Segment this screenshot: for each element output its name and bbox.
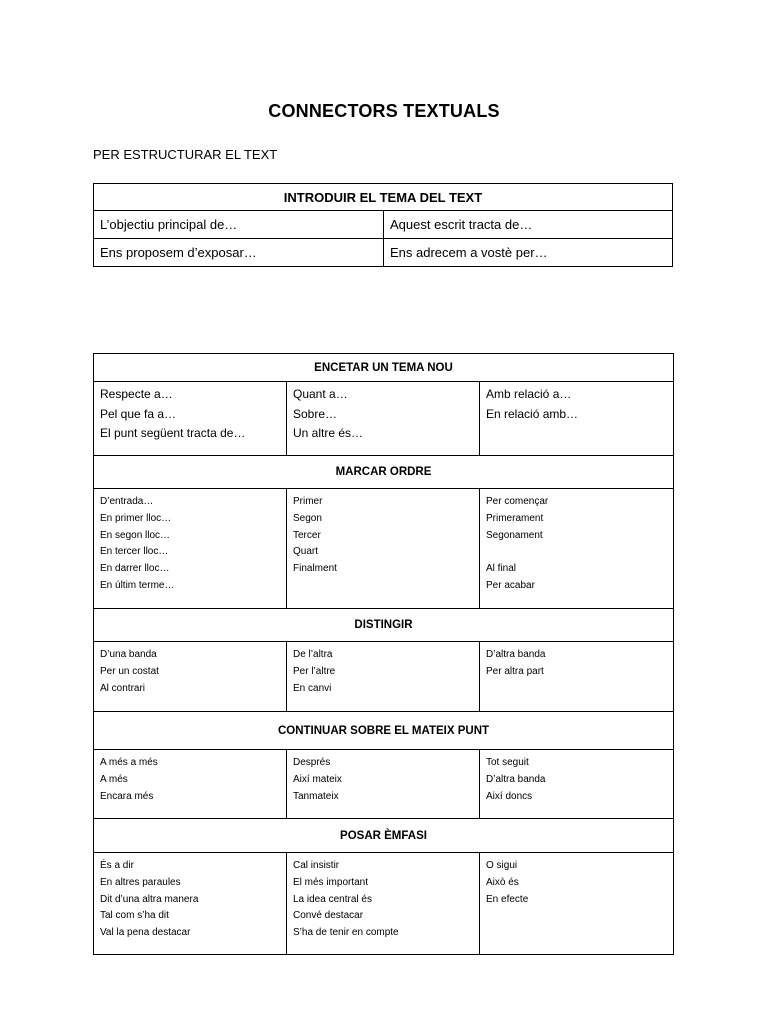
connector-item: D’altra banda xyxy=(486,649,546,660)
intro-header: INTRODUIR EL TEMA DEL TEXT xyxy=(94,184,673,211)
connector-item: Sobre… xyxy=(293,406,338,421)
connector-item: Així mateix xyxy=(293,773,342,785)
connector-item: Tanmateix xyxy=(293,790,339,802)
connector-item: D’entrada… xyxy=(100,496,154,507)
connector-item: Segon xyxy=(293,512,322,524)
connector-item: Val la pena destacar xyxy=(100,927,191,939)
connector-item: Convé destacar xyxy=(293,910,364,922)
connector-item: D’altra banda xyxy=(486,773,546,785)
connector-item: S’ha de tenir en compte xyxy=(293,927,399,939)
connector-item: Després xyxy=(293,757,331,768)
connector-item: Dit d’una altra manera xyxy=(100,893,199,905)
connector-item: Per l’altre xyxy=(293,665,336,677)
connector-column xyxy=(94,382,287,456)
connector-item: Tot seguit xyxy=(486,757,529,768)
intro-cell: L’objectiu principal de… xyxy=(94,211,384,239)
connector-item: Per altra part xyxy=(486,665,544,677)
connector-item: Primer xyxy=(293,496,323,507)
connector-item: En primer lloc… xyxy=(100,512,172,524)
connector-item: Quant a… xyxy=(293,387,348,401)
connector-item: La idea central és xyxy=(293,893,372,905)
connector-item: El més important xyxy=(293,876,369,888)
connector-item: Un altre és… xyxy=(293,426,364,440)
connector-item: Finalment xyxy=(293,563,337,575)
section-header: POSAR ÈMFASI xyxy=(94,819,674,853)
connector-item: En últim terme… xyxy=(100,579,175,591)
connector-item: En efecte xyxy=(486,893,529,905)
connector-item xyxy=(486,544,667,561)
connector-item: Tercer xyxy=(293,529,321,541)
connector-item: En segon lloc… xyxy=(100,529,171,541)
connector-column xyxy=(480,489,674,609)
connector-item: En canvi xyxy=(293,682,332,694)
connector-item: O sigui xyxy=(486,860,518,871)
connector-item: A més xyxy=(100,773,128,785)
intro-cell: Ens adrecem a vostè per… xyxy=(384,239,673,267)
connector-item: D’una banda xyxy=(100,649,157,660)
connector-item: És a dir xyxy=(100,860,134,871)
connector-item: Per començar xyxy=(486,496,549,507)
section-header: ENCETAR UN TEMA NOU xyxy=(94,354,674,382)
connector-column xyxy=(94,853,287,955)
connector-item: El punt següent tracta de… xyxy=(100,426,246,440)
connector-column xyxy=(287,750,480,819)
section-subtitle: PER ESTRUCTURAR EL TEXT xyxy=(93,147,278,162)
connector-item: De l’altra xyxy=(293,649,333,660)
connector-item: Al contrari xyxy=(100,682,146,694)
connector-item: En darrer lloc… xyxy=(100,563,170,575)
connector-item: Per acabar xyxy=(486,579,535,591)
connector-column xyxy=(94,489,287,609)
connector-column xyxy=(287,853,480,955)
connector-item: En altres paraules xyxy=(100,876,181,888)
connector-column xyxy=(287,642,480,712)
connectors-table xyxy=(93,353,674,955)
connector-item: Tal com s’ha dit xyxy=(100,910,169,922)
connector-column xyxy=(94,642,287,712)
connector-item: Al final xyxy=(486,563,517,575)
connector-item: Encara més xyxy=(100,790,154,802)
page-title: CONNECTORS TEXTUALS xyxy=(268,101,500,121)
connector-item: Això és xyxy=(486,876,519,888)
connector-item: Quart xyxy=(293,546,319,558)
connector-item: Així doncs xyxy=(486,790,533,802)
section-header: DISTINGIR xyxy=(94,609,674,642)
connector-item: Per un costat xyxy=(100,665,159,677)
connector-item: Primerament xyxy=(486,512,544,524)
connector-item: Pel que fa a… xyxy=(100,406,177,421)
section-header: CONTINUAR SOBRE EL MATEIX PUNT xyxy=(94,712,674,750)
intro-cell: Aquest escrit tracta de… xyxy=(384,211,673,239)
connector-column xyxy=(480,382,674,456)
connector-item: En relació amb… xyxy=(486,406,579,421)
connector-item: En tercer lloc… xyxy=(100,546,169,558)
connector-column xyxy=(480,642,674,712)
section-header: MARCAR ORDRE xyxy=(94,456,674,489)
connector-item: Cal insistir xyxy=(293,860,340,871)
intro-table xyxy=(93,183,673,267)
connector-column xyxy=(287,489,480,609)
connector-column xyxy=(480,750,674,819)
connector-item: Respecte a… xyxy=(100,387,173,401)
connector-column xyxy=(287,382,480,456)
connector-item: Segonament xyxy=(486,529,543,541)
connector-column xyxy=(480,853,674,955)
connector-column xyxy=(94,750,287,819)
intro-cell: Ens proposem d’exposar… xyxy=(94,239,384,267)
connector-item: A més a més xyxy=(100,757,158,768)
connector-item: Amb relació a… xyxy=(486,387,572,401)
